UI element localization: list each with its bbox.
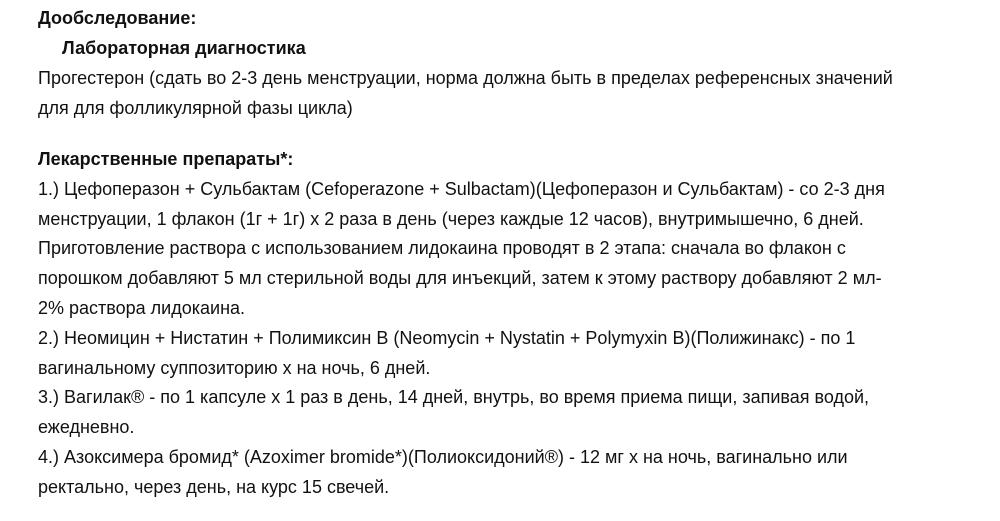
exam-heading: Дообследование: [38,8,197,28]
exam-text-line: для для фолликулярной фазы цикла) [38,98,353,118]
drug-text-line: менструации, 1 флакон (1г + 1г) x 2 раза в день (через каждые 12 часов), внутримышечно, 6 дней. [38,208,864,229]
drug-text-line: 2% раствора лидокаина. [38,297,246,318]
drug-text-line: порошком добавляют 5 мл стерильной воды для инъекций, затем к этому раствору добавляют 2 мл- [38,268,882,289]
drug-text-line: 2.) Неомицин + Нистатин + Полимиксин B (Neomycin + Nystatin + Polymyxin B)(Полижинакс) - по 1 [38,327,856,348]
lab-diagnostics-heading: Лабораторная диагностика [62,38,306,58]
exam-text-line: Прогестерон (сдать во 2-3 день менструации, норма должна быть в пределах референсных значений [38,68,893,88]
drug-text-line: 3.) Вагилак® - по 1 капсуле x 1 раз в день, 14 дней, внутрь, во время приема пищи, запивая водой, [38,387,870,408]
drug-text-line: вагинальному суппозиторию x на ночь, 6 дней. [38,357,431,378]
drug-text-line: 1.) Цефоперазон + Сульбактам (Cefoperazone + Sulbactam)(Цефоперазон и Сульбактам) - со 2-3 дня [38,178,885,199]
drugs-section [38,145,885,503]
drug-text-line: Приготовление раствора с использованием лидокаина проводят в 2 этапа: сначала во флакон с [38,238,846,259]
drug-text-line: ректально, через день, на курс 15 свечей. [38,476,390,497]
drugs-heading: Лекарственные препараты*: [38,149,294,169]
drug-text-line: ежедневно. [38,417,135,438]
drug-text-line: 4.) Азоксимера бромид* (Azoximer bromide*)(Полиоксидоний®) - 12 мг x на ночь, вагинально или [38,446,848,467]
exam-section [38,3,893,123]
